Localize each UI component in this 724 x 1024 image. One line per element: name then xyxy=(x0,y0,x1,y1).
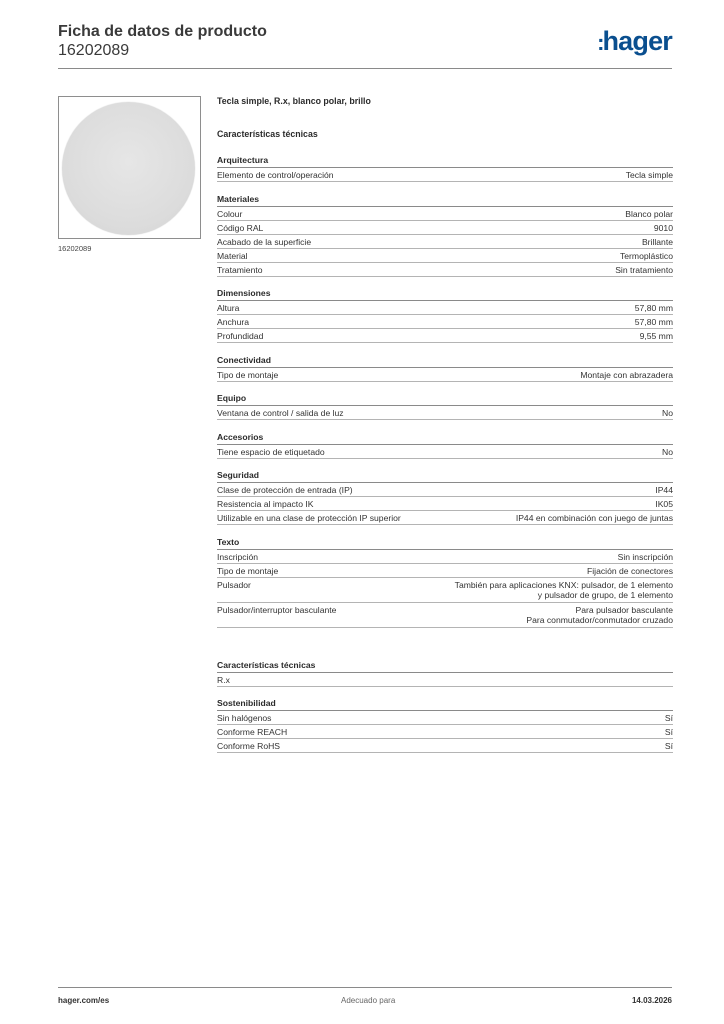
spec-value: IP44 xyxy=(655,485,673,495)
spec-value: IP44 en combinación con juego de juntas xyxy=(515,513,673,523)
spec-section xyxy=(217,354,673,382)
spec-value: 9010 xyxy=(653,222,673,233)
spec-value: 9,55 mm xyxy=(639,331,673,341)
section-heading: Características técnicas xyxy=(217,659,673,673)
spec-label: Anchura xyxy=(217,317,250,327)
spec-row xyxy=(217,368,673,382)
main-heading: Características técnicas xyxy=(217,129,318,139)
spec-label: Conforme REACH xyxy=(217,727,288,737)
spec-row xyxy=(217,603,673,628)
spec-value: No xyxy=(662,446,673,457)
spec-value: Brillante xyxy=(641,236,673,247)
spec-sections xyxy=(217,154,673,753)
spec-label: Tiene espacio de etiquetado xyxy=(217,446,325,457)
spec-label: Tipo de montaje xyxy=(217,565,279,576)
spec-value: Sí xyxy=(664,713,673,723)
section-heading: Seguridad xyxy=(217,469,673,483)
spec-row xyxy=(217,550,673,564)
spec-section xyxy=(217,469,673,525)
spec-label: Código RAL xyxy=(217,222,264,233)
spec-row xyxy=(217,673,673,687)
footer-date: 14.03.2026 xyxy=(631,996,672,1005)
spec-row xyxy=(217,315,673,329)
spec-section xyxy=(217,392,673,420)
hager-logo xyxy=(597,26,672,58)
spec-value: Termoplástico xyxy=(619,250,673,261)
spec-value: Blanco polar xyxy=(625,208,673,219)
spec-label: Altura xyxy=(217,303,240,313)
document-number: 16202089 xyxy=(58,42,130,59)
spec-label: Elemento de control/operación xyxy=(217,170,334,180)
spec-row xyxy=(217,207,673,221)
spec-label: R.x xyxy=(217,674,230,685)
spec-section xyxy=(217,659,673,687)
section-heading: Equipo xyxy=(217,392,673,406)
spec-row xyxy=(217,739,673,753)
product-image-frame xyxy=(58,96,201,239)
spec-row xyxy=(217,564,673,578)
section-heading: Dimensiones xyxy=(217,287,673,301)
spec-label: Clase de protección de entrada (IP) xyxy=(217,485,353,495)
spec-value: Fijación de conectores xyxy=(587,565,673,576)
spec-label: Pulsador/interruptor basculante xyxy=(217,604,337,615)
spec-row xyxy=(217,725,673,739)
spec-label: Tratamiento xyxy=(217,264,263,275)
spec-label: Colour xyxy=(217,208,243,219)
spec-row xyxy=(217,578,673,603)
product-image-caption: 16202089 xyxy=(58,244,92,253)
spec-value: No xyxy=(662,408,673,418)
spec-row xyxy=(217,711,673,725)
page-header xyxy=(58,22,672,68)
spec-row xyxy=(217,511,673,525)
spec-label: Tipo de montaje xyxy=(217,369,279,380)
section-heading: Arquitectura xyxy=(217,154,673,168)
spec-value: Sin tratamiento xyxy=(615,264,673,275)
spec-row xyxy=(217,483,673,497)
spec-label: Acabado de la superficie xyxy=(217,236,312,247)
spec-value: Para pulsador basculante Para conmutador/conmutador cruzado xyxy=(526,604,673,625)
spec-row xyxy=(217,445,673,459)
header-divider xyxy=(58,68,672,69)
spec-label: Material xyxy=(217,250,248,261)
footer-suitable-for: Adecuado para xyxy=(341,996,396,1005)
spec-label: Conforme RoHS xyxy=(217,741,281,751)
section-heading: Materiales xyxy=(217,193,673,207)
spec-row xyxy=(217,263,673,277)
spec-row xyxy=(217,249,673,263)
spec-row xyxy=(217,235,673,249)
footer-website: hager.com/es xyxy=(58,996,110,1005)
spec-label: Inscripción xyxy=(217,551,259,562)
spec-value: 57,80 mm xyxy=(634,303,673,313)
document-title: Ficha de datos de producto xyxy=(58,23,267,40)
spec-label: Ventana de control / salida de luz xyxy=(217,408,344,418)
spec-value: Sí xyxy=(664,741,673,751)
spec-label: Pulsador xyxy=(217,579,251,590)
spec-value: Montaje con abrazadera xyxy=(580,369,673,380)
spec-row xyxy=(217,168,673,182)
spec-section xyxy=(217,193,673,277)
spec-value: IK05 xyxy=(655,499,673,509)
footer-divider xyxy=(58,987,672,988)
spec-value: También para aplicaciones KNX: pulsador, de 1 elemento y pulsador de grupo, de 1 elemento xyxy=(454,579,673,600)
spec-row xyxy=(217,329,673,343)
spec-label: Profundidad xyxy=(217,331,264,341)
spec-row xyxy=(217,497,673,511)
spec-value: Tecla simple xyxy=(625,170,673,180)
spec-row xyxy=(217,301,673,315)
section-heading: Conectividad xyxy=(217,354,673,368)
spec-value: Sí xyxy=(664,727,673,737)
logo-text: hager xyxy=(602,26,672,56)
product-name: Tecla simple, R.x, blanco polar, brillo xyxy=(217,96,371,106)
spec-section xyxy=(217,154,673,182)
spec-row xyxy=(217,406,673,420)
section-heading: Texto xyxy=(217,536,673,550)
spec-label: Utilizable en una clase de protección IP superior xyxy=(217,513,401,523)
specification-content xyxy=(217,95,673,764)
spec-section xyxy=(217,536,673,628)
logo-dot: : xyxy=(597,30,603,55)
section-heading: Sostenibilidad xyxy=(217,697,673,711)
spec-label: Sin halógenos xyxy=(217,713,272,723)
spec-section xyxy=(217,697,673,753)
spec-row xyxy=(217,221,673,235)
product-image xyxy=(62,102,195,235)
spec-label: Resistencia al impacto IK xyxy=(217,499,314,509)
spec-value: Sin inscripción xyxy=(617,551,673,562)
spec-section xyxy=(217,287,673,343)
section-heading: Accesorios xyxy=(217,431,673,445)
spec-value: 57,80 mm xyxy=(634,317,673,327)
spec-section xyxy=(217,431,673,459)
